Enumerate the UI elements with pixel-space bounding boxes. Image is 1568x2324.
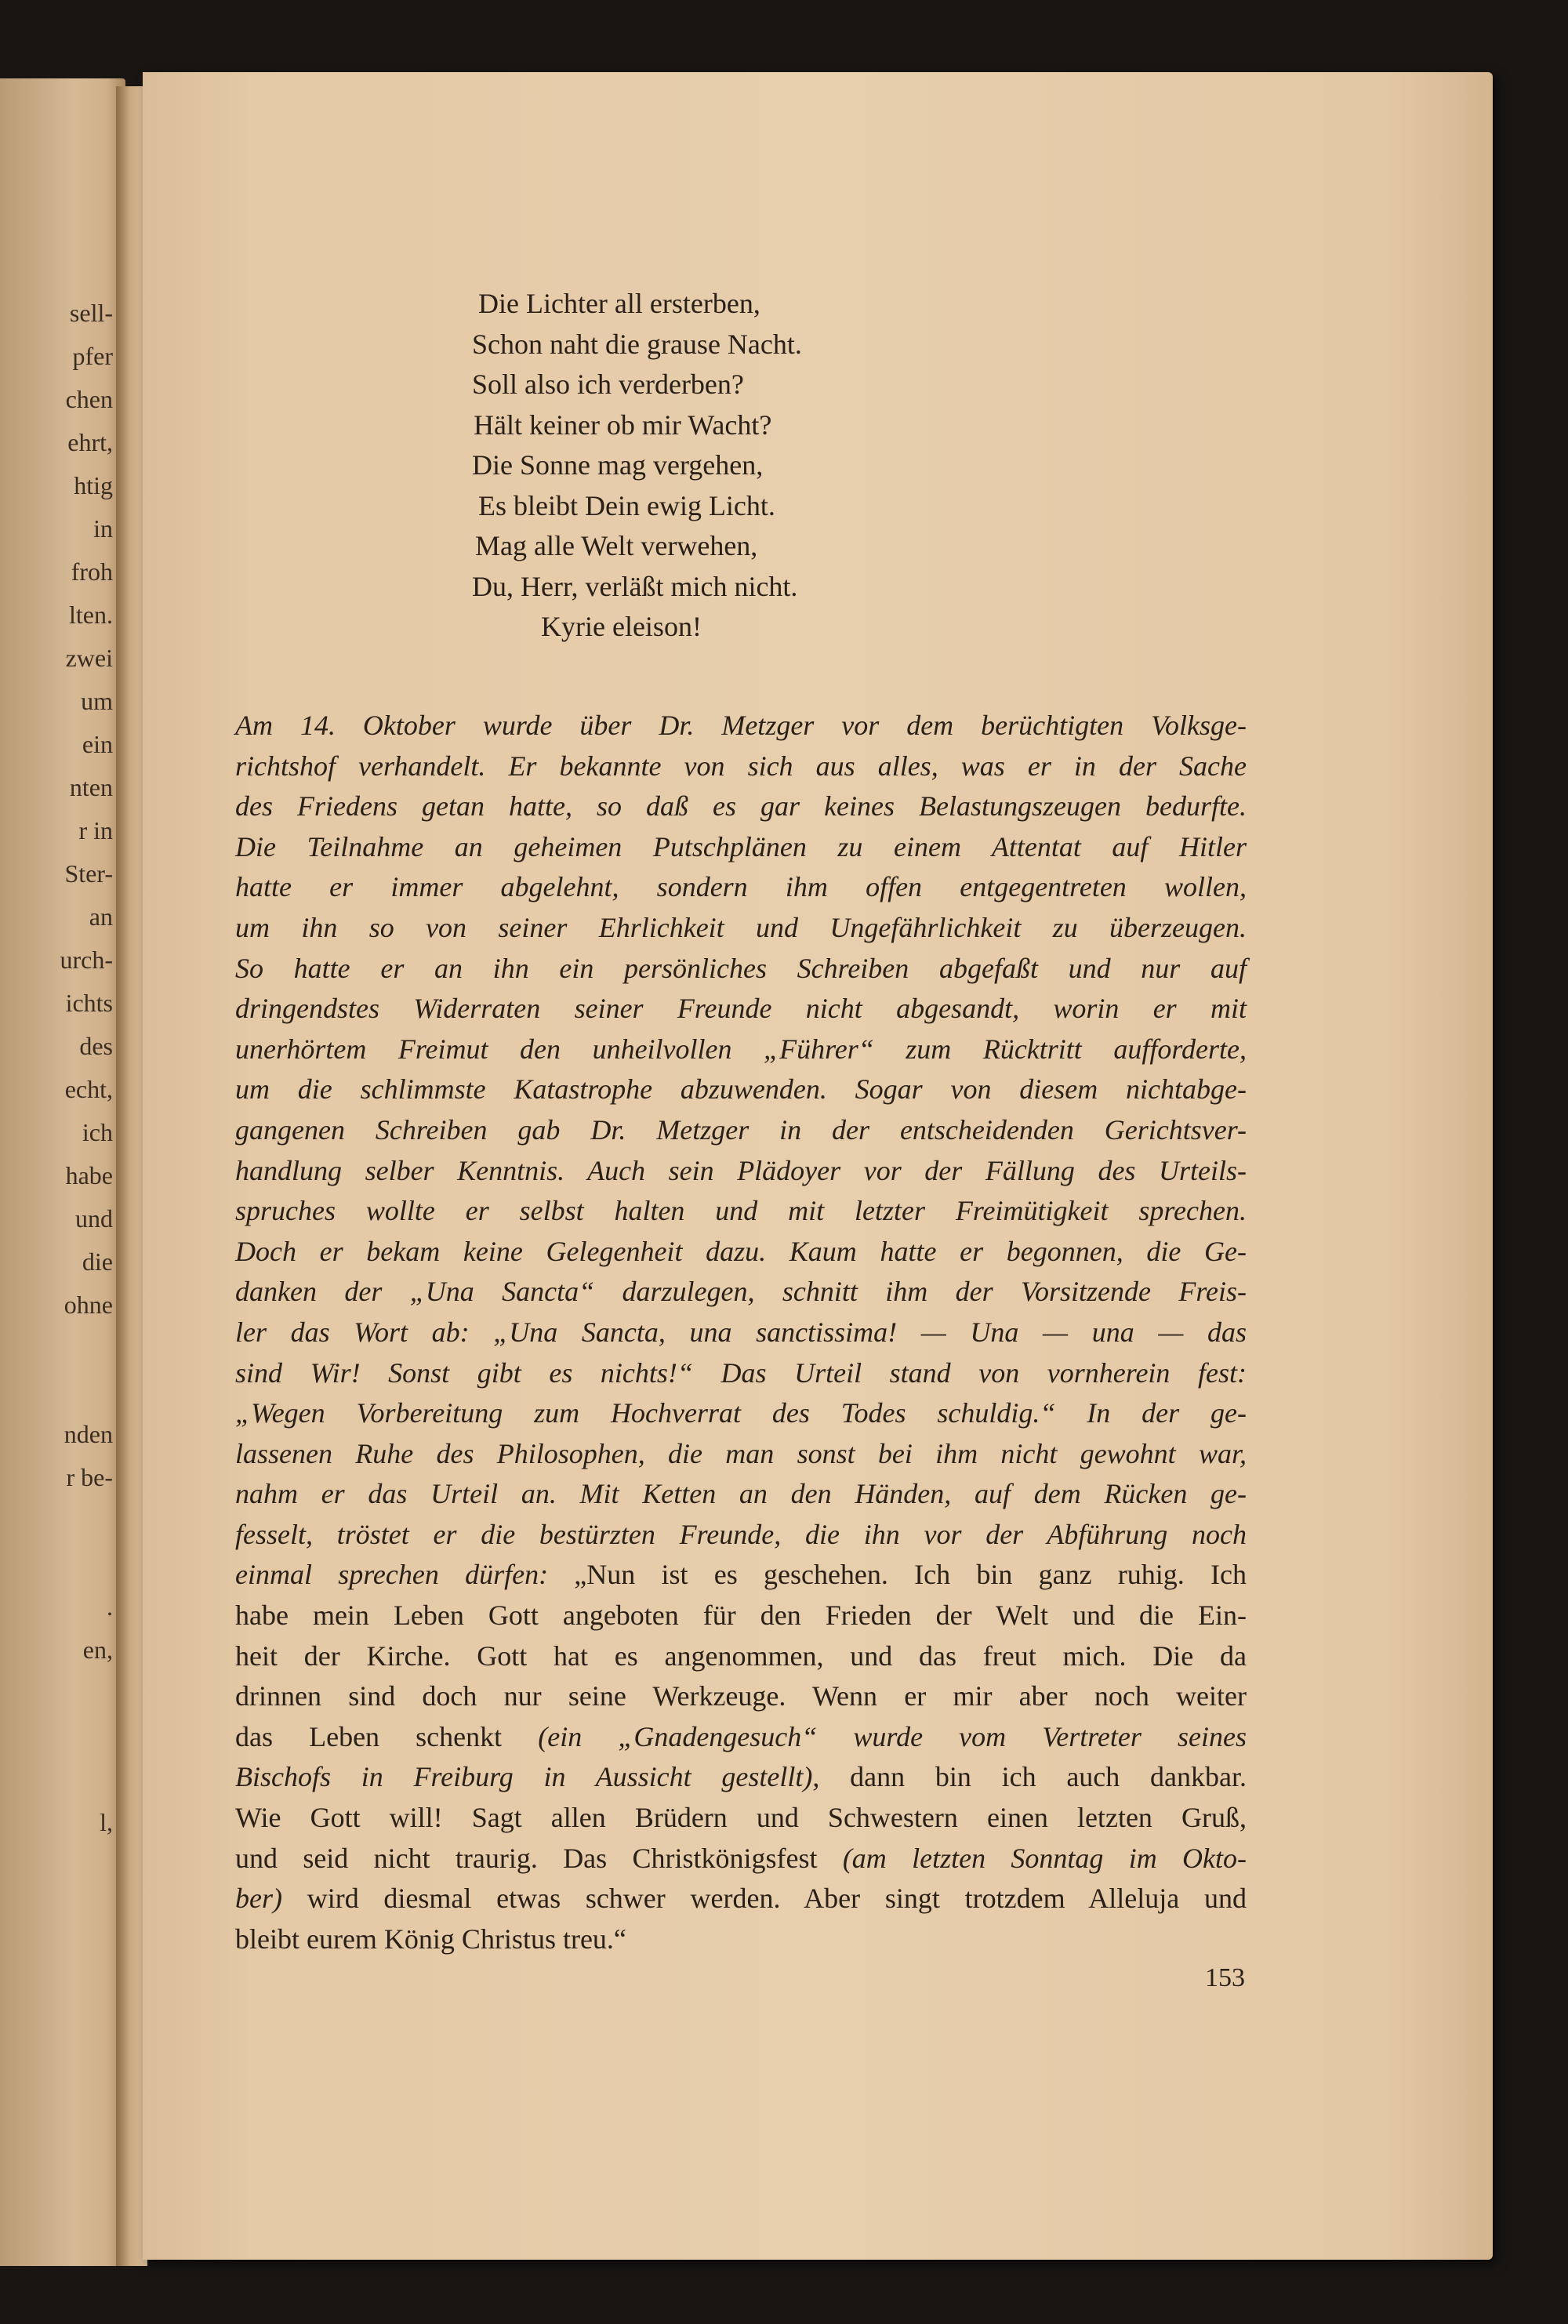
facing-page-line: en,	[82, 1636, 113, 1664]
poem-line: Mag alle Welt verwehen,	[475, 530, 758, 561]
text-line	[235, 1029, 1247, 1070]
italic-text-run: lassenen Ruhe des Philosophen, die man sonst bei ihm nicht gewohnt war,	[235, 1437, 1247, 1469]
roman-text-run: habe mein Leben Gott angeboten für den Frieden der Welt und die Ein-	[235, 1600, 1247, 1632]
facing-page-line: froh	[71, 557, 113, 586]
facing-page-line: htig	[74, 471, 113, 499]
italic-text-run: unerhörtem Freimut den unheilvollen „Führer“ zum Rücktritt aufforderte,	[235, 1033, 1247, 1065]
facing-page-line: pfer	[72, 342, 113, 370]
text-line	[235, 1232, 1247, 1273]
facing-page-line: .	[107, 1592, 113, 1621]
facing-page-line	[0, 1542, 118, 1585]
text-line	[235, 1434, 1247, 1475]
text-line	[235, 1919, 1247, 1960]
text-line	[235, 827, 1247, 868]
text-line	[235, 1555, 1247, 1596]
text-line	[235, 1757, 1247, 1798]
roman-text-run: drinnen sind doch nur seine Werkzeuge. Wenn er mir aber noch weiter	[235, 1680, 1247, 1712]
facing-page-line: nden	[64, 1420, 113, 1448]
italic-text-run: spruches wollte er selbst halten und mit letzter Freimütigkeit sprechen.	[235, 1195, 1247, 1227]
poem-line: Hält keiner ob mir Wacht?	[474, 409, 772, 441]
text-line	[235, 1798, 1247, 1839]
facing-page-line: und	[75, 1204, 113, 1233]
facing-page-line	[0, 1327, 118, 1370]
text-line	[235, 1636, 1247, 1677]
italic-text-run: danken der „Una Sancta“ darzulegen, schnitt ihm der Vorsitzende Freis-	[235, 1276, 1247, 1308]
text-line	[235, 1313, 1247, 1353]
text-line	[235, 1879, 1247, 1919]
text-line	[235, 1596, 1247, 1636]
poem	[472, 284, 802, 648]
page-number: 153	[1205, 1963, 1245, 1992]
facing-page-line: in	[93, 514, 113, 543]
text-line	[235, 706, 1247, 746]
italic-text-run: Am 14. Oktober wurde über Dr. Metzger vor dem berüchtigten Volksge-	[235, 710, 1247, 741]
poem-line: Du, Herr, verläßt mich nicht.	[472, 570, 798, 602]
facing-page-line	[0, 1499, 118, 1542]
italic-text-run: „Wegen Vorbereitung zum Hochverrat des Todes schuldig.“ In der ge-	[235, 1397, 1247, 1429]
text-line	[235, 1393, 1247, 1434]
poem-line: Soll also ich verderben?	[472, 369, 744, 400]
facing-page-line: des	[79, 1032, 113, 1060]
text-line	[235, 908, 1247, 949]
roman-text-run: heit der Kirche. Gott hat es angenommen, und das freut mich. Die da	[235, 1640, 1247, 1672]
facing-page-line	[0, 1715, 118, 1758]
roman-text-run: und seid nicht traurig. Das Christkönigsfest	[235, 1842, 843, 1874]
facing-page-line: urch-	[60, 946, 113, 974]
text-line	[235, 1110, 1247, 1151]
text-line	[235, 867, 1247, 908]
italic-text-run: gangenen Schreiben gab Dr. Metzger in der entscheidenden Gerichtsver-	[235, 1113, 1247, 1146]
facing-page-line: nten	[69, 773, 113, 801]
text-line	[235, 989, 1247, 1029]
facing-page-line	[0, 1370, 118, 1413]
roman-text-run: „Nun ist es geschehen. Ich bin ganz ruhig. Ich	[574, 1559, 1247, 1591]
italic-text-run: Die Teilnahme an geheimen Putschplänen zu einem Attentat auf Hitler	[235, 830, 1247, 862]
italic-text-run: (am letzten Sonntag im Okto-	[842, 1842, 1247, 1874]
italic-text-run: einmal sprechen dürfen:	[235, 1559, 575, 1591]
text-line	[235, 1515, 1247, 1556]
italic-text-run: (ein „Gnadengesuch“ wurde vom Vertreter seines	[538, 1720, 1247, 1752]
text-line	[235, 1676, 1247, 1717]
roman-text-run: das Leben schenkt	[235, 1720, 539, 1752]
facing-page-line: lten.	[69, 601, 113, 629]
italic-text-run: des Friedens getan hatte, so daß es gar keines Belastungszeugen bedurfte.	[235, 790, 1247, 822]
poem-line: Die Sonne mag vergehen,	[472, 449, 764, 481]
facing-page-line: an	[89, 902, 113, 931]
text-line	[235, 1839, 1247, 1879]
italic-text-run: dringendstes Widerraten seiner Freunde nicht abgesandt, worin er mit	[235, 993, 1247, 1025]
text-line	[235, 746, 1247, 787]
facing-page-line: sell-	[69, 299, 113, 327]
italic-text-run: hatte er immer abgelehnt, sondern ihm offen entgegentreten wollen,	[235, 871, 1247, 903]
facing-page-line: ohne	[64, 1291, 113, 1319]
facing-page-text	[0, 292, 118, 1844]
text-line	[235, 1191, 1247, 1232]
roman-text-run: bleibt eurem König Christus treu.“	[235, 1923, 626, 1955]
facing-page-line: Ster-	[64, 859, 113, 888]
italic-text-run: um ihn so von seiner Ehrlichkeit und Ungefährlichkeit zu überzeugen.	[235, 911, 1247, 943]
facing-page-line: zwei	[65, 644, 113, 672]
italic-text-run: So hatte er an ihn ein persönliches Schreiben abgefaßt und nur auf	[235, 952, 1247, 984]
poem-line: Kyrie eleison!	[541, 611, 702, 642]
italic-text-run: nahm er das Urteil an. Mit Ketten an den Händen, auf dem Rücken ge-	[235, 1478, 1247, 1510]
text-line	[235, 1717, 1247, 1758]
roman-text-run: Wie Gott will! Sagt allen Brüdern und Schwestern einen letzten Gruß,	[235, 1802, 1247, 1834]
poem-line: Die Lichter all ersterben,	[478, 288, 760, 319]
poem-line: Es bleibt Dein ewig Licht.	[478, 489, 775, 521]
roman-text-run: , dann bin ich auch dankbar.	[812, 1761, 1247, 1793]
prose-paragraph	[235, 706, 1247, 1959]
facing-page-line: chen	[65, 385, 113, 413]
text-line	[235, 1151, 1247, 1192]
text-line	[235, 1069, 1247, 1110]
facing-page-line: um	[81, 687, 113, 715]
facing-page-line: habe	[65, 1161, 113, 1189]
italic-text-run: Doch er bekam keine Gelegenheit dazu. Kaum hatte er begonnen, die Ge-	[235, 1235, 1247, 1267]
italic-text-run: richtshof verhandelt. Er bekannte von sich aus alles, was er in der Sache	[235, 750, 1247, 782]
book-page	[143, 72, 1493, 2260]
facing-page-line: ein	[82, 730, 113, 758]
italic-text-run: ler das Wort ab: „Una Sancta, una sanctissima! — Una — una — das	[235, 1316, 1247, 1348]
facing-page-line: echt,	[64, 1075, 113, 1103]
roman-text-run: wird diesmal etwas schwer werden. Aber singt trotzdem Alleluja und	[281, 1883, 1247, 1915]
facing-page-line	[0, 1672, 118, 1715]
facing-page-line: ich	[82, 1118, 113, 1146]
text-line	[235, 1353, 1247, 1394]
italic-text-run: Bischofs in Freiburg in Aussicht gestellt)	[235, 1761, 813, 1793]
poem-line: Schon naht die grause Nacht.	[472, 328, 802, 360]
facing-page-line: l,	[100, 1808, 113, 1836]
facing-page-line: ichts	[65, 989, 113, 1017]
italic-text-run: sind Wir! Sonst gibt es nichts!“ Das Urteil stand von vornherein fest:	[235, 1356, 1247, 1389]
facing-page-line: r in	[78, 816, 113, 844]
text-line	[235, 949, 1247, 990]
facing-page-line: die	[82, 1247, 113, 1276]
italic-text-run: um die schlimmste Katastrophe abzuwenden. Sogar von diesem nichtabge-	[235, 1073, 1247, 1106]
italic-text-run: handlung selber Kenntnis. Auch sein Plädoyer vor der Fällung des Urteils-	[235, 1154, 1247, 1186]
facing-page-line: ehrt,	[67, 428, 113, 456]
text-line	[235, 1474, 1247, 1515]
facing-page-line: r be-	[66, 1463, 113, 1491]
italic-text-run: fesselt, tröstet er die bestürzten Freunde, die ihn vor der Abführung noch	[235, 1518, 1247, 1550]
italic-text-run: ber)	[235, 1883, 282, 1915]
facing-page-fragment	[0, 78, 125, 2266]
facing-page-line	[0, 1758, 118, 1801]
text-line	[235, 786, 1247, 827]
text-line	[235, 1272, 1247, 1313]
